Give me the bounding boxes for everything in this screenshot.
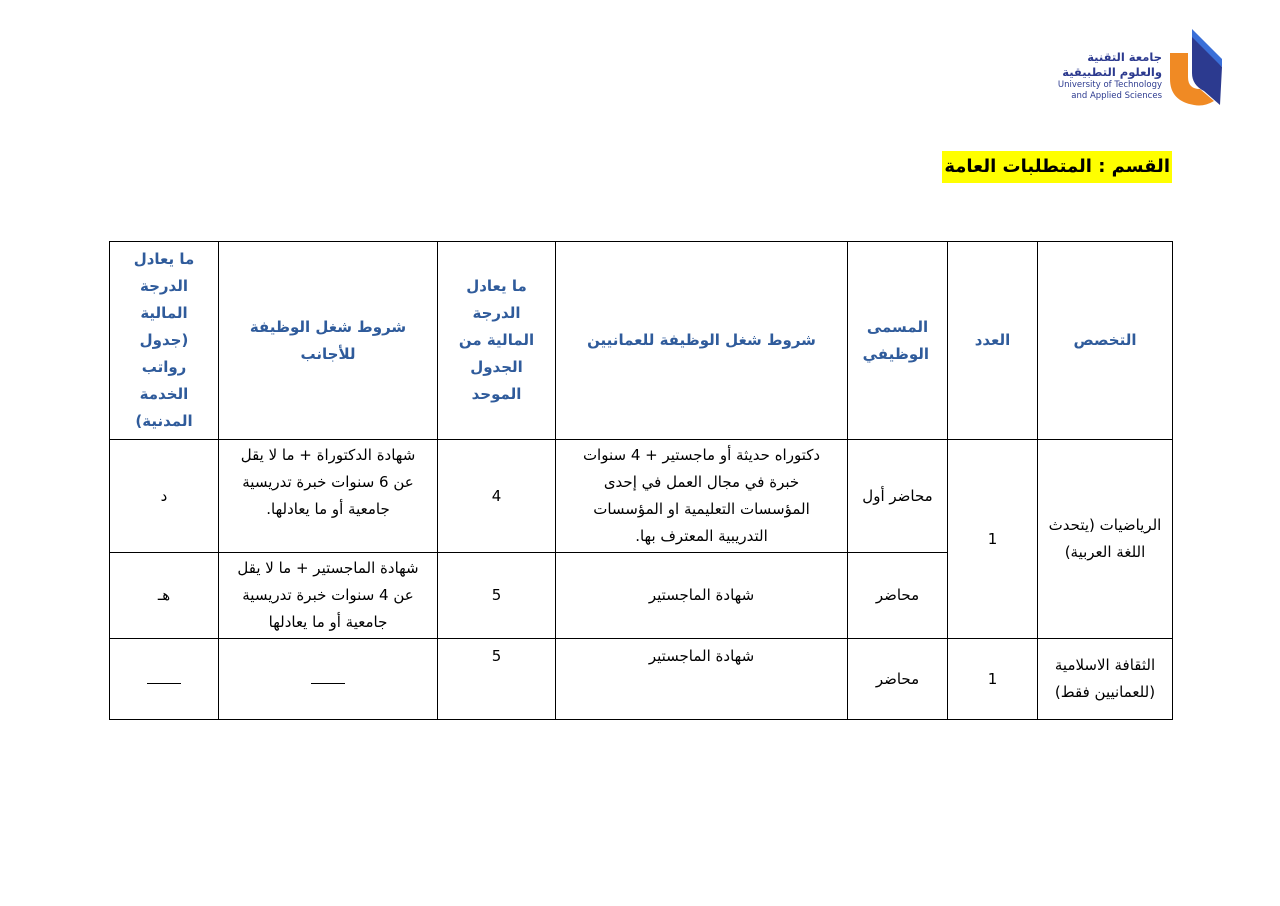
empty-dash (311, 673, 345, 684)
cell-unified-grade: 4 (438, 440, 556, 553)
cell-unified-grade: 5 (438, 639, 556, 720)
cell-unified-grade: 5 (438, 553, 556, 639)
logo-english-line-2: and Applied Sciences (1071, 91, 1162, 101)
jobs-table (109, 241, 1173, 720)
header-omani-requirements: شروط شغل الوظيفة للعمانيين (556, 242, 848, 440)
cell-job-title: محاضر (848, 639, 948, 720)
logo-english-name (1048, 80, 1162, 102)
header-unified-grade: ما يعادل الدرجة المالية من الجدول الموحد (438, 242, 556, 440)
header-count: العدد (948, 242, 1038, 440)
logo-arabic-name (1048, 27, 1162, 80)
table-row (110, 440, 1173, 553)
logo-arabic-line-1: جامعة التقنية (1087, 50, 1162, 64)
table-header-row (110, 242, 1173, 440)
cell-omani-requirements: دكتوراه حديثة أو ماجستير + 4 سنوات خبرة في مجال العمل في إحدى المؤسسات التعليمية او المؤسسات التدريبية المعترف بها. (556, 440, 848, 553)
cell-specialization: الثقافة الاسلامية (للعمانيين فقط) (1038, 639, 1173, 720)
empty-dash (147, 673, 181, 684)
cell-foreign-requirements: شهادة الماجستير + ما لا يقل عن 4 سنوات خبرة تدريسية جامعية أو ما يعادلها (219, 553, 438, 639)
cell-foreign-requirements: شهادة الدكتوراة + ما لا يقل عن 6 سنوات خبرة تدريسية جامعية أو ما يعادلها. (219, 440, 438, 553)
cell-job-title: محاضر أول (848, 440, 948, 553)
cell-count: 1 (948, 440, 1038, 639)
cell-specialization: الرياضيات (يتحدث اللغة العربية) (1038, 440, 1173, 639)
cell-civil-grade: د (110, 440, 219, 553)
cell-foreign-requirements (219, 639, 438, 720)
logo-mark-icon (1168, 27, 1224, 107)
cell-omani-requirements: شهادة الماجستير (556, 553, 848, 639)
cell-job-title: محاضر (848, 553, 948, 639)
header-job-title: المسمى الوظيفي (848, 242, 948, 440)
table-row (110, 639, 1173, 720)
logo-text (1048, 27, 1162, 102)
cell-civil-grade: هـ (110, 553, 219, 639)
logo-arabic-line-2: والعلوم التطبيقية (1062, 65, 1162, 79)
header-civil-grade: ما يعادل الدرجة المالية (جدول رواتب الخدمة المدنية) (110, 242, 219, 440)
section-title: القسم : المتطلبات العامة (942, 151, 1172, 183)
cell-omani-requirements: شهادة الماجستير (556, 639, 848, 720)
logo-english-line-1: University of Technology (1057, 80, 1162, 90)
header-foreign-requirements: شروط شغل الوظيفة للأجانب (219, 242, 438, 440)
cell-civil-grade (110, 639, 219, 720)
university-logo (1048, 27, 1224, 107)
header-specialization: التخصص (1038, 242, 1173, 440)
cell-count: 1 (948, 639, 1038, 720)
